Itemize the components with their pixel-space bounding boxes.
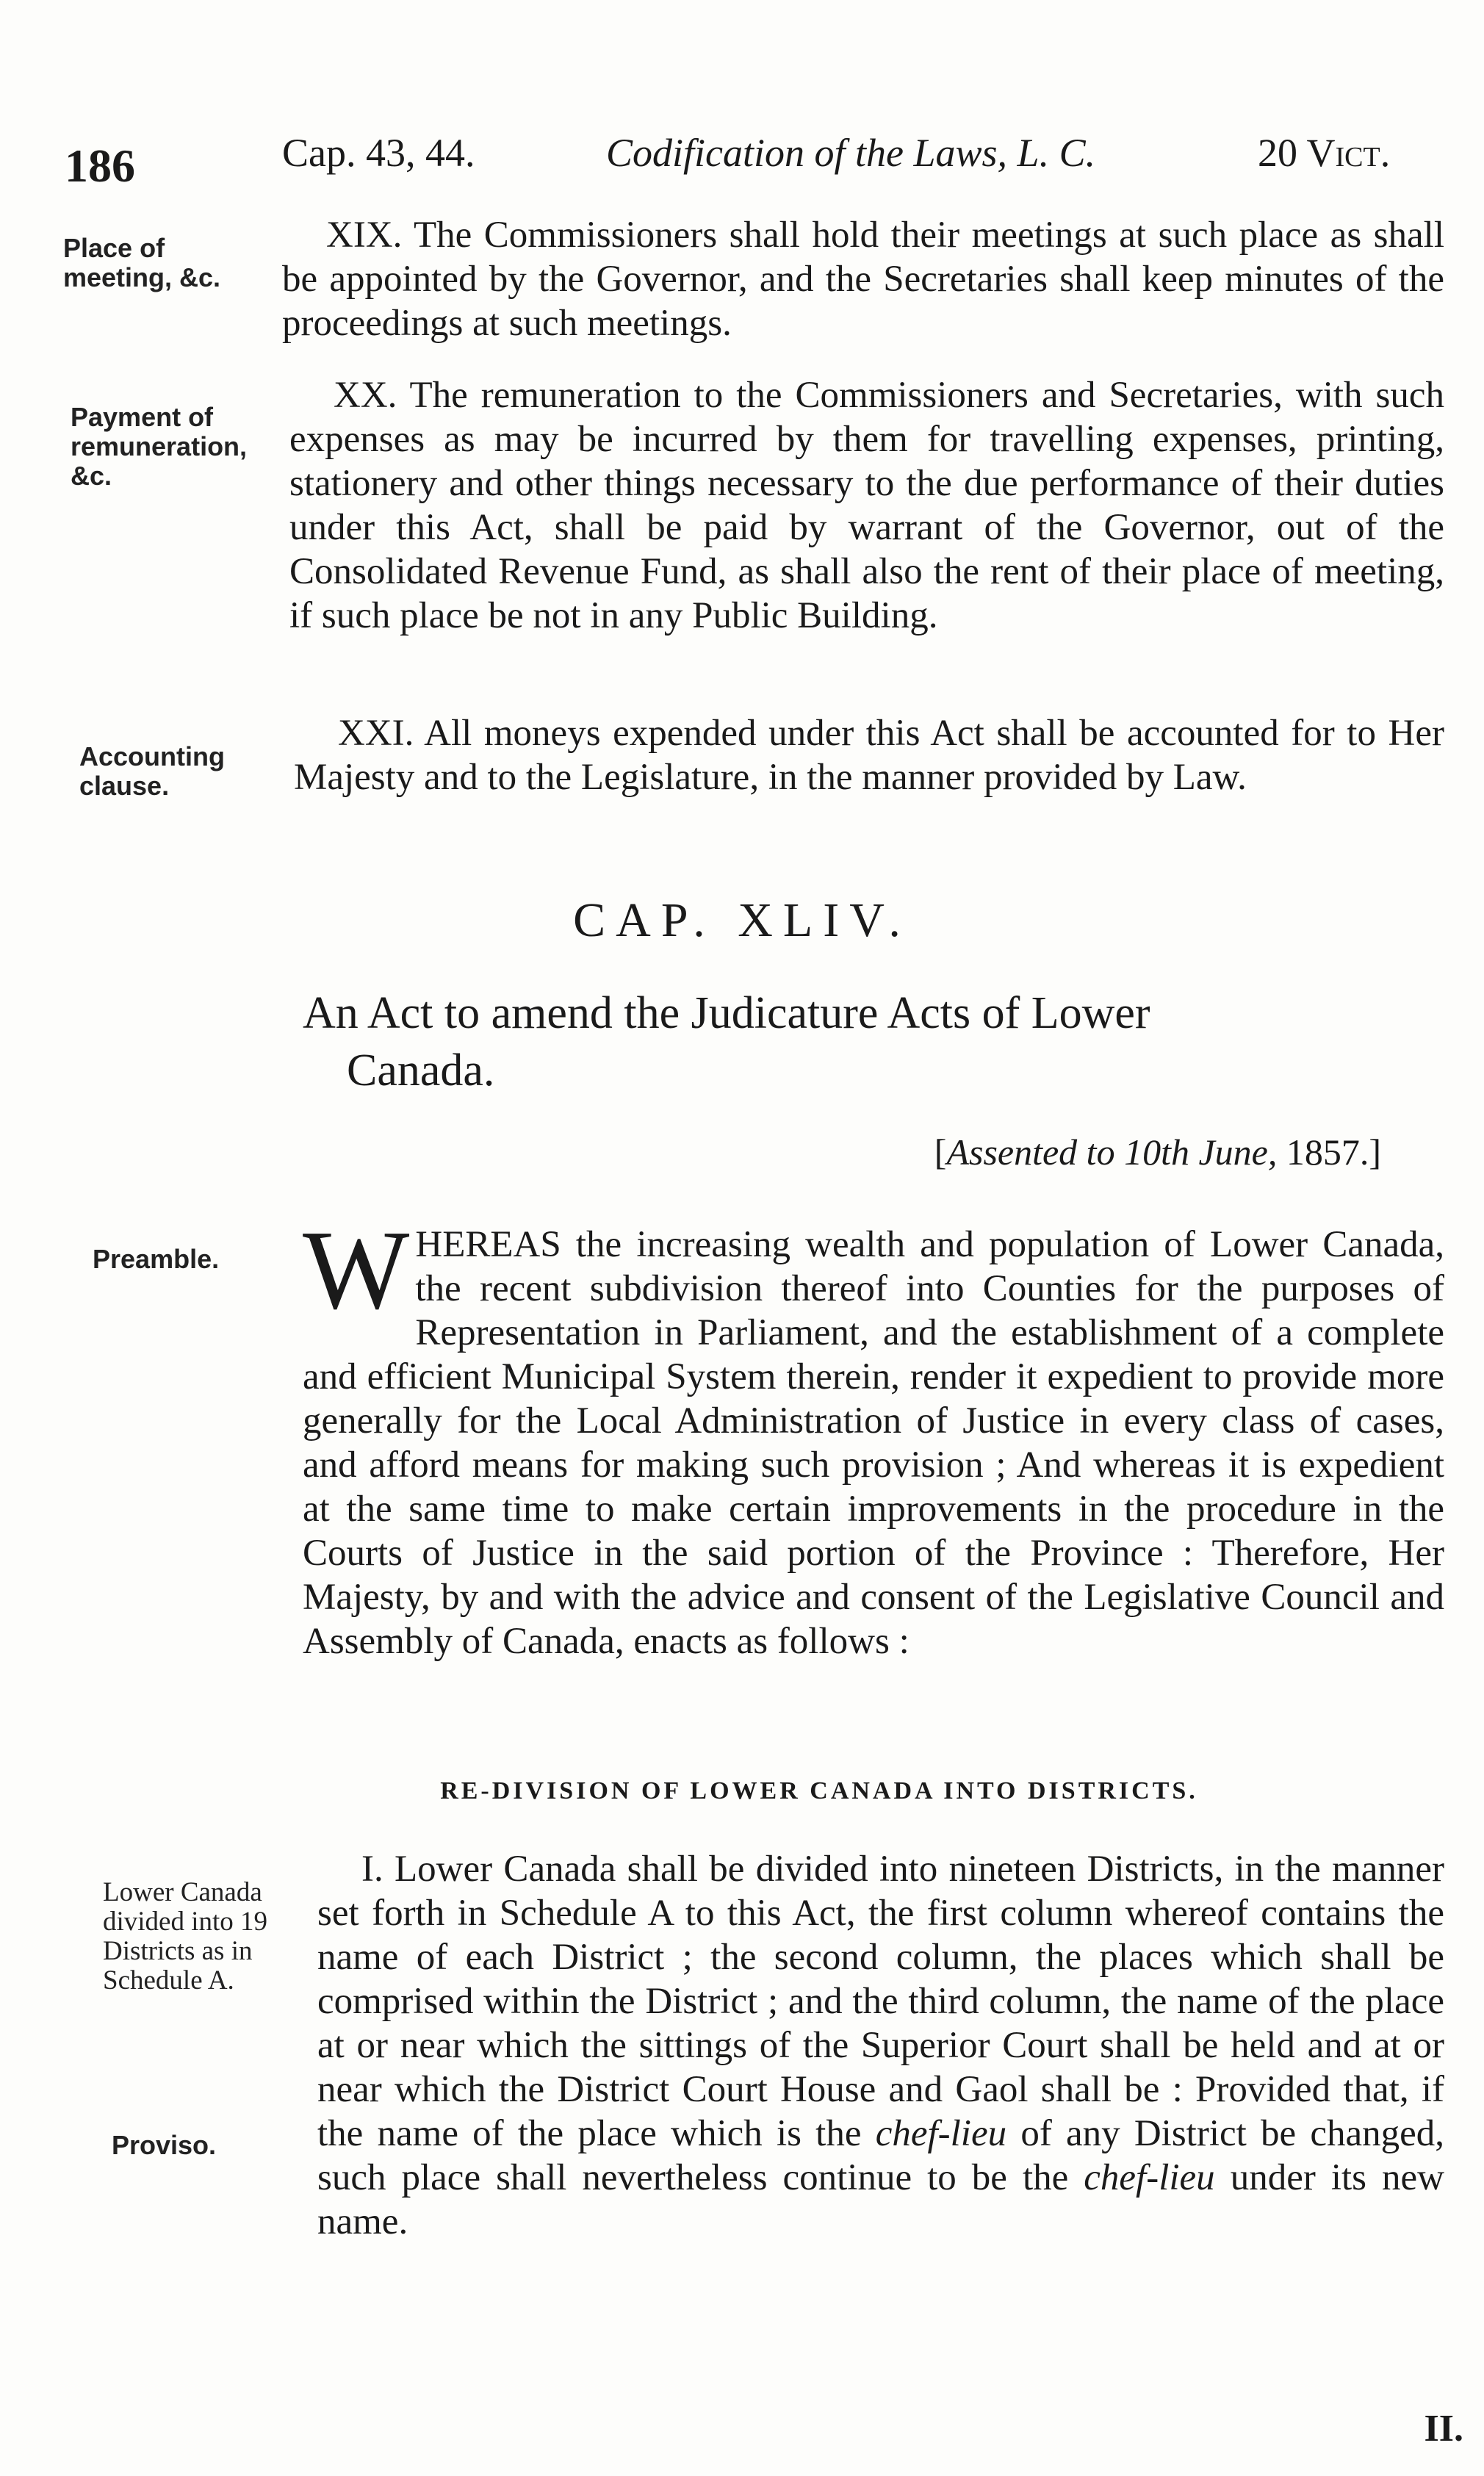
margin-note-preamble: Preamble. <box>93 1244 220 1274</box>
section-21: XXI. All moneys expended under this Act shall be accounted for to Her Majesty and to the Legislature, in the manner provided by Law. <box>294 713 1444 798</box>
margin-note-remuneration: Payment of remuneration, &c. <box>71 402 248 491</box>
assent-bracket: [ <box>934 1131 947 1173</box>
regnal-year: 20 Vict. <box>1258 131 1391 175</box>
margin-note-meeting-place: Place of meeting, &c. <box>63 233 221 292</box>
margin-note-lower-canada: Lower Canada divided into 19 Districts as in Schedule A. <box>103 1877 268 1995</box>
chapter-heading: CAP. XLIV. <box>573 893 911 947</box>
drop-cap: W <box>303 1208 410 1333</box>
assent-year: 1857.] <box>1286 1131 1381 1173</box>
page-number: 186 <box>65 140 135 192</box>
section-1 <box>317 1847 1444 2244</box>
chapter-reference: Cap. 43, 44. <box>282 131 475 175</box>
assent-text: Assented to 10th June, <box>946 1131 1278 1173</box>
act-title-line-2: Canada. <box>347 1046 495 1095</box>
margin-note-proviso: Proviso. <box>112 2130 217 2160</box>
preamble-text: HEREAS the increasing wealth and population of Lower Canada, the recent subdivision thereof into Counties for the purposes of Representation in Parliament, and the establishment of a complete and efficient Municipal System therein, render it expedient to provide more generally for the Local Administration of Justice in every class of cases, and afford means for making such provision ; And whereas it is expedient at the same time to make certain improvements in the procedure in the Courts of Justice in the said portion of the Province : Therefore, Her Majesty, by and with the advice and consent of the Legislative Council and Assembly of Canada, enacts as follows : <box>303 1224 1444 1662</box>
act-title-line-1: An Act to amend the Judicature Acts of Lower <box>303 988 1150 1038</box>
chef-lieu-term-2: chef-lieu <box>1084 2157 1215 2198</box>
section-1-part-1: I. Lower Canada shall be divided into nineteen Districts, in the manner set forth in Schedule A to this Act, the first column whereof contains the name of each District ; the second column, the places which shall be comprised within the District ; and the third column, the name of the place at or near which the sittings of the Superior Court shall be held and at or near which the District Court House and Gaol shall be : Provided that, if the name of the place which is the <box>317 1849 1444 2154</box>
section-20: XX. The remuneration to the Commissioners and Secretaries, with such expenses as may be incurred by them for travelling expenses, printing, stationery and other things necessary to the due performance of their duties under this Act, shall be paid by warrant of the Governor, out of the Consolidated Revenue Fund, as shall also the rent of their place of meeting, if such place be not in any Public Building. <box>289 375 1444 636</box>
running-title: Codification of the Laws, L. C. <box>606 131 1096 175</box>
section-19: XIX. The Commissioners shall hold their meetings at such place as shall be appointed by the Governor, and the Secretaries shall keep minutes of the proceedings at such meetings. <box>282 215 1444 344</box>
sub-heading: RE-DIVISION OF LOWER CANADA INTO DISTRICTS. <box>440 1777 1198 1804</box>
section-1-part-2: of any District be changed, such place shall nevertheless continue to be the <box>317 2113 1445 2198</box>
signature-mark: II. <box>1424 2408 1463 2450</box>
assent-line <box>934 1130 1381 1174</box>
preamble-paragraph <box>303 1208 1444 1663</box>
act-title <box>303 985 1449 1099</box>
margin-note-accounting: Accounting clause. <box>79 741 225 801</box>
chef-lieu-term-1: chef-lieu <box>875 2113 1007 2154</box>
section-1-part-3: under its new name. <box>317 2157 1445 2242</box>
